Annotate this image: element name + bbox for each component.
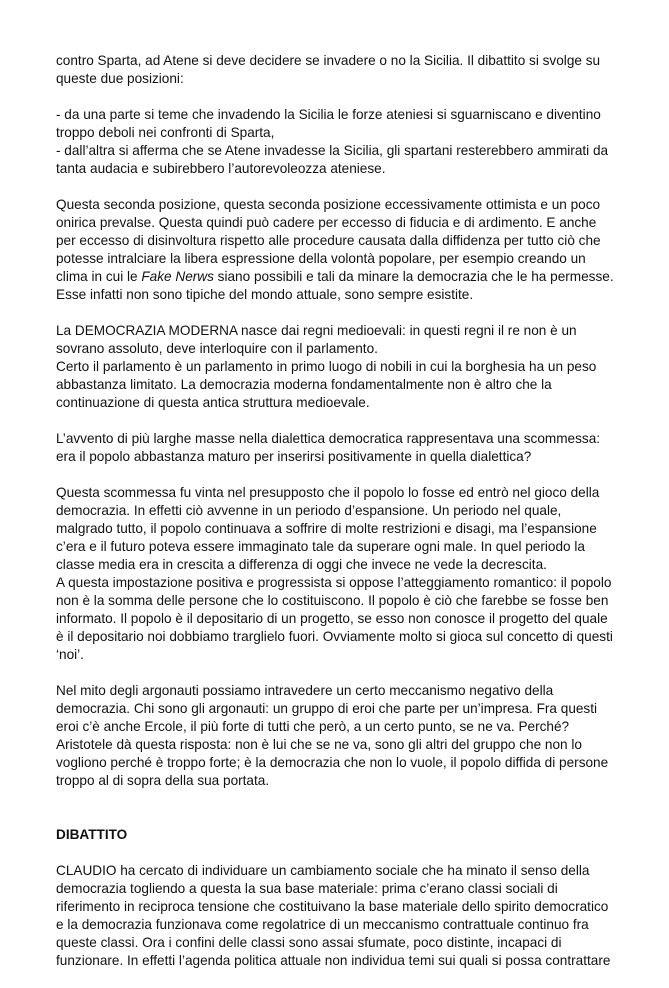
text-line: riferimento in reciproca tensione che costituivano la base materiale dello spirito democratico bbox=[56, 899, 609, 914]
paragraph-modern-democracy bbox=[56, 322, 616, 412]
paragraph-claudio bbox=[56, 862, 616, 970]
text-line: non è la somma delle persone che lo costituiscono. Il popolo è ciò che farebbe se fosse ben bbox=[56, 593, 609, 608]
text-line: CLAUDIO ha cercato di individuare un cambiamento sociale che ha minato il senso della bbox=[56, 863, 590, 878]
text-line: Aristotele dà questa risposta: non è lui che se ne va, sono gli altri del gruppo che non lo bbox=[56, 737, 582, 752]
paragraph-argonauts bbox=[56, 682, 616, 790]
text-line: ‘noi’. bbox=[56, 647, 84, 662]
text-line: classe media era in crescita a differenza di oggi che invece ne vede la decrescita. bbox=[56, 557, 547, 572]
text-line: tanta audacia e subirebbero l’autorevoleozza ateniese. bbox=[56, 161, 386, 176]
text-line: - dall’altra si afferma che se Atene invadesse la Sicilia, gli spartani resterebbero ammirati da bbox=[56, 143, 609, 158]
text-line: potesse intralciare la libera espressione della volontà popolare, per esempio creando un bbox=[56, 251, 586, 266]
text-line: contro Sparta, ad Atene si deve decidere se invadere o no la Sicilia. Il dibattito si svolge su bbox=[56, 53, 601, 68]
text-line: è il depositario noi dobbiamo trarglielo fuori. Ovviamente molto si gioca sul concetto di questi bbox=[56, 629, 613, 644]
paragraph-sparta-debate bbox=[56, 52, 616, 88]
text-line: continuazione di questa antica struttura medioevale. bbox=[56, 395, 370, 410]
text-line: vogliono perché è troppo forte; è la democrazia che non lo vuole, il popolo diffida di persone bbox=[56, 755, 609, 770]
text-line: funzionare. In effetti l’agenda politica attuale non individua temi sui quali si possa contrattare bbox=[56, 953, 611, 968]
section-heading: DIBATTITO bbox=[56, 827, 128, 842]
text-line: L’avvento di più larghe masse nella dialettica democratica rappresentava una scommessa: bbox=[56, 431, 601, 446]
text-line: queste classi. Ora i confini delle classi sono assai sfumate, poco distinte, incapaci di bbox=[56, 935, 562, 950]
text-line: era il popolo abbastanza maturo per inserirsi positivamente in quella dialettica? bbox=[56, 449, 532, 464]
italic-term: Fake Nerws bbox=[141, 269, 214, 284]
text-line: A questa impostazione positiva e progressista si oppose l’atteggiamento romantico: il popolo bbox=[56, 575, 612, 590]
text-line: e la democrazia funzionava come regolatrice di un meccanismo contrattuale continuo fra bbox=[56, 917, 589, 932]
paragraph-two-positions bbox=[56, 106, 616, 178]
paragraph-second-position bbox=[56, 196, 616, 304]
text-line: Nel mito degli argonauti possiamo intravedere un certo meccanismo negativo della bbox=[56, 683, 554, 698]
text-line: sovrano assoluto, deve interloquire con il parlamento. bbox=[56, 341, 378, 356]
text-line: per eccesso di disinvoltura rispetto alle procedure causata dalla diffidenza per tutto ciò che bbox=[56, 233, 601, 248]
text-line: troppo al di sopra della sua portata. bbox=[56, 773, 270, 788]
text-line: Questa seconda posizione, questa seconda posizione eccessivamente ottimista e un poco bbox=[56, 197, 601, 212]
text-line: troppo deboli nei confronti di Sparta, bbox=[56, 125, 275, 140]
text-line: democrazia. In effetti ciò avvenne in un periodo d’espansione. Un periodo nel quale, bbox=[56, 503, 562, 518]
paragraph-bet-won bbox=[56, 484, 616, 664]
text-line: abbastanza limitato. La democrazia moderna fondamentalmente non è altro che la bbox=[56, 377, 552, 392]
text-line: c’era e il futuro poteva essere immaginato tale da superare ogni male. In quel periodo la bbox=[56, 539, 585, 554]
text-line: informato. Il popolo è il depositario di un progetto, se esso non conosce il progetto del quale bbox=[56, 611, 608, 626]
text-line: - da una parte si teme che invadendo la Sicilia le forze ateniesi si sguarniscano e diventino bbox=[56, 107, 601, 122]
text-line: onirica prevalse. Questa quindi può cadere per eccesso di fiducia e di ardimento. E anche bbox=[56, 215, 597, 230]
text-line: eroi c’è anche Ercole, il più forte di tutti che però, a un certo punto, se ne va. Perché? bbox=[56, 719, 570, 734]
text-line: democrazia. Chi sono gli argonauti: un gruppo di eroi che parte per un’impresa. Fra questi bbox=[56, 701, 598, 716]
document-page bbox=[56, 52, 616, 988]
text-line-mixed bbox=[56, 268, 616, 286]
text-line: La DEMOCRAZIA MODERNA nasce dai regni medioevali: in questi regni il re non è un bbox=[56, 323, 577, 338]
text-line: democrazia togliendo a questa la sua base materiale: prima c’erano classi sociali di bbox=[56, 881, 558, 896]
text-line: Certo il parlamento è un parlamento in primo luogo di nobili in cui la borghesia ha un peso bbox=[56, 359, 597, 374]
text-line: Esse infatti non sono tipiche del mondo attuale, sono sempre esistite. bbox=[56, 287, 474, 302]
text-line: queste due posizioni: bbox=[56, 71, 184, 86]
text-line: malgrado tutto, il popolo continuava a soffrire di molte restrizioni e disagi, ma l’espansione bbox=[56, 521, 597, 536]
text-segment: clima in cui le bbox=[56, 269, 142, 284]
text-segment: siano possibili e tali da minare la democrazia che le ha permesse. bbox=[213, 269, 614, 284]
text-line: Questa scommessa fu vinta nel presupposto che il popolo lo fosse ed entrò nel gioco della bbox=[56, 485, 600, 500]
paragraph-masses bbox=[56, 430, 616, 466]
